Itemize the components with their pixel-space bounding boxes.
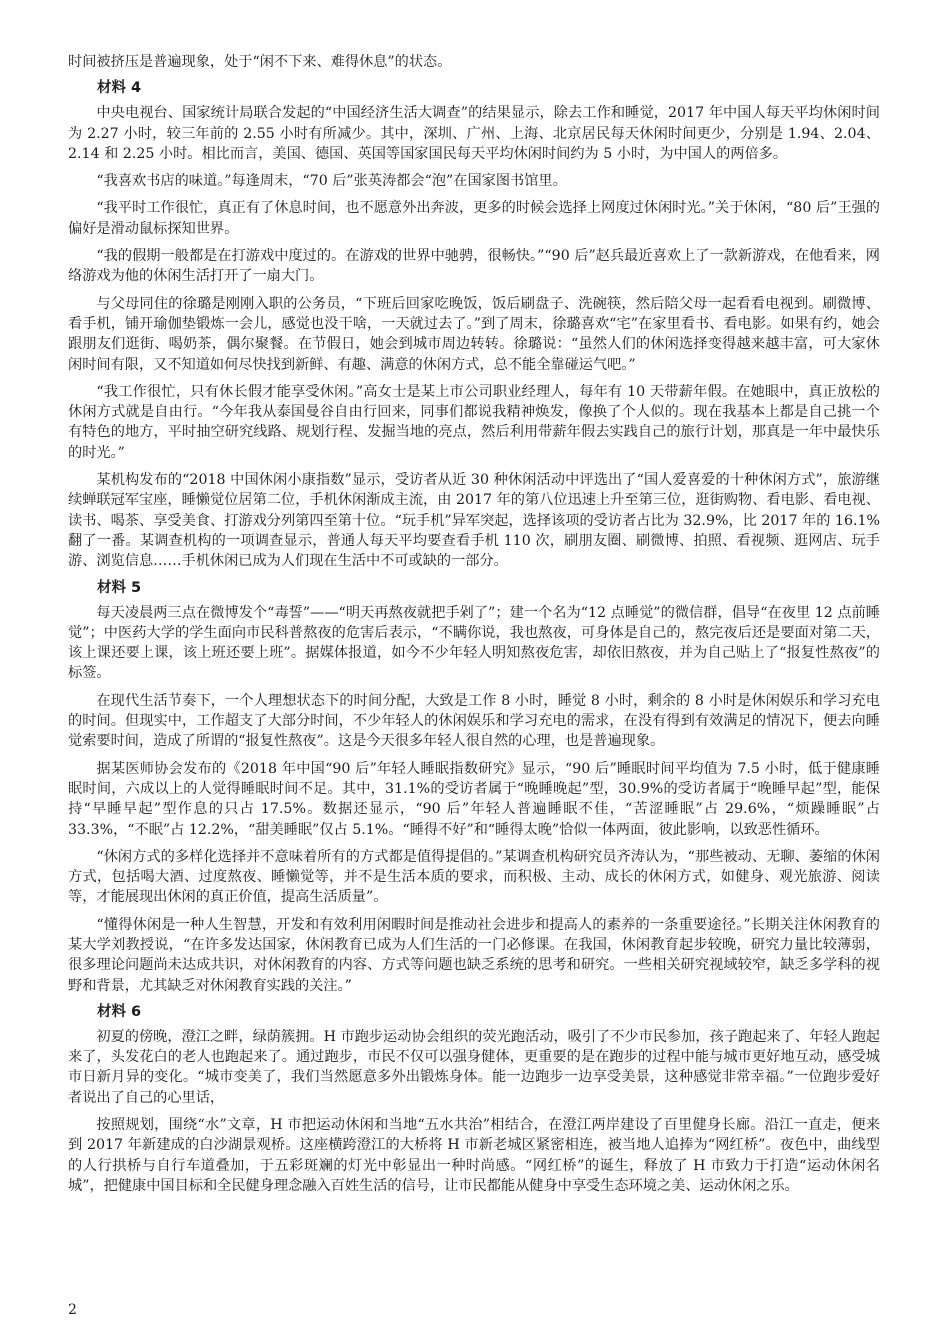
- paragraph: “我喜欢书店的味道。”每逢周末，“70 后”张英涛都会“泡”在国家图书馆里。: [96, 173, 567, 190]
- section-heading: 材料 4: [97, 80, 142, 97]
- section-heading: 材料 6: [97, 1003, 142, 1020]
- paragraph: 初夏的傍晚，澄江之畔，绿荫簇拥。H 市跑步运动协会组织的荧光跑活动，吸引了不少市民参加，孩子跑起来了、年轻人跑起来了，头发花白的老人也跑起来了。通过跑步，市民不仅可以强身健体，更重要的是在跑步的过程中能与城市更好地互动，感受城市日新月异的变化。“城市变美了，我们当然愿意多外出锻炼身体。能一边跑步一边享受美景，这种感觉非常幸福。”一位跑步爱好者说出了自己的心里话，: [68, 1028, 880, 1106]
- paragraph: “我的假期一般都是在打游戏中度过的。在游戏的世界中驰骋，很畅快。”“90 后”赵兵最近喜欢上了一款新游戏，在他看来，网络游戏为他的休闲生活打开了一扇大门。: [68, 248, 880, 285]
- page-number: 2: [68, 1302, 77, 1318]
- paragraph: “我工作很忙，只有休长假才能享受休闲。”高女士是某上市公司职业经理人，每年有 10 天带薪年假。在她眼中，真正放松的休闲方式就是自由行。“今年我从泰国曼谷自由行回来，同事们都说我精神焕发，像换了个人似的。现在我基本上都是自己挑一个有特色的地方，平时抽空研究线路、规划行程、发掘当地的亮点，然后利用带薪年假去实践自己的旅行计划，那真是一年中最快乐的时光。”: [68, 383, 880, 461]
- section-material-6: [68, 1003, 880, 1196]
- paragraph: “休闲方式的多样化选择并不意味着所有的方式都是值得提倡的。”某调查机构研究员齐涛认为，“那些被动、无聊、萎缩的休闲方式，包括喝大酒、过度熬夜、睡懒觉等，并不是生活本质的要求，而积极、主动、成长的休闲方式，如健身、观光旅游、阅读等，才能展现出休闲的真正价值，提高生活质量”。: [68, 848, 880, 906]
- paragraph: 每天凌晨两三点在微博发个“毒誓”——“明天再熬夜就把手剁了”；建一个名为“12 点睡觉”的微信群，倡导“在夜里 12 点前睡觉”；中医药大学的学生面向市民科普熬夜的危害后表示，“不瞒你说，我也熬夜，可身体是自己的，熬完夜后还是要面对第二天，该上课还要上课，该上班还要上班”。据媒体报道，如今不少年轻人明知熬夜危害，却依旧熬夜，并为自己贴上了“报复性熬夜”的标签。: [68, 604, 880, 682]
- paragraph: 据某医师协会发布的《2018 年中国“90 后”年轻人睡眠指数研究》显示，“90 后”睡眠时间平均值为 7.5 小时，低于健康睡眠时间，六成以上的人觉得睡眠时间不足。其中，31.1%的受访者属于“晚睡晚起”型，30.9%的受访者属于“晚睡早起”型，能保持“早睡早起”型作息的只占 17.5%。数据还显示，“90 后”年轻人普遍睡眠不佳，“苦涩睡眠”占 29.6%，“烦躁睡眠”占 33.3%，“不眠”占 12.2%，“甜美睡眠”仅占 5.1%。“睡得不好”和“睡得太晚”恰似一体两面，彼此影响，以致恶性循环。: [68, 760, 880, 838]
- opening-line: 时间被挤压是普遍现象，处于“闲不下来、难得休息”的状态。: [68, 54, 452, 70]
- paragraph: 与父母同住的徐璐是刚刚入职的公务员，“下班后回家吃晚饭，饭后刷盘子、洗碗筷，然后陪父母一起看看电视到。刷微博、看手机，铺开瑜伽垫锻炼一会儿，感觉也没干啥，一天就过去了。”到了周末，徐璐喜欢“宅”在家里看书、看电影。如果有约，她会跟朋友们逛街、喝奶茶，偶尔聚餐。在节假日，她会到城市周边转转。徐璐说：“虽然人们的休闲选择变得越来越丰富，可大家休闲时间有限，又不知道如何尽快找到新鲜、有趣、满意的休闲方式，总不能全靠碰运气吧。”: [68, 295, 880, 373]
- document-body: [68, 52, 880, 1203]
- paragraph: 中央电视台、国家统计局联合发起的“中国经济生活大调查”的结果显示，除去工作和睡觉，2017 年中国人每天平均休闲时间为 2.27 小时，较三年前的 2.55 小时有所减少。其中，深圳、广州、上海、北京居民每天休闲时间更少，分别是 1.94、2.04、2.14 和 2.25 小时。相比而言，美国、德国、英国等国家国民每天平均休闲时间约为 5 小时，为中国人的两倍多。: [68, 105, 880, 162]
- paragraph: 在现代生活节奏下，一个人理想状态下的时间分配，大致是工作 8 小时，睡觉 8 小时，剩余的 8 小时是休闲娱乐和学习充电的时间。但现实中，工作超支了大部分时间，不少年轻人的休闲娱乐和学习充电的需求，在没有得到有效满足的情况下，便去向睡觉索要时间，造成了所谓的“报复性熬夜”。这是今天很多年轻人很自然的心理，也是普遍现象。: [68, 692, 880, 750]
- paragraph: “我平时工作很忙，真正有了休息时间，也不愿意外出奔波，更多的时候会选择上网度过休闲时光。”关于休闲，“80 后”王强的偏好是滑动鼠标探知世界。: [68, 200, 880, 237]
- paragraph: 某机构发布的“2018 中国休闲小康指数”显示，受访者从近 30 种休闲活动中评选出了“国人爱喜爱的十种休闲方式”，旅游继续蝉联冠军宝座，睡懒觉位居第二位，手机休闲渐成主流，由 2017 年的第八位迅速上升至第三位，逛街购物、看电影、看电视、读书、喝茶、享受美食、打游戏分列第四至第十位。“玩手机”异军突起，选择该项的受访者占比为 32.9%，比 2017 年的 16.1%翻了一番。某调查机构的一项调查显示，普通人每天平均要查看手机 110 次，刷朋友圈、刷微博、拍照、看视频、逛网店、玩手游、浏览信息……手机休闲已成为人们现在生活中不可或缺的一部分。: [68, 472, 880, 570]
- section-material-5: [68, 579, 880, 996]
- section-heading: 材料 5: [97, 579, 142, 596]
- section-material-4: [68, 79, 880, 571]
- paragraph: “懂得休闲是一种人生智慧，开发和有效利用闲暇时间是推动社会进步和提高人的素养的一条重要途径。”长期关注休闲教育的某大学刘教授说，“在许多发达国家，休闲教育已成为人们生活的一门必修课。在我国，休闲教育起步较晚，研究力量比较薄弱，很多理论问题尚未达成共识，对休闲教育的内容、方式等问题也缺乏系统的思考和研究。一些相关研究视域较窄，缺乏多学科的视野和背景，尤其缺乏对休闲教育实践的关注。”: [68, 916, 880, 994]
- paragraph: 按照规划，围绕“水”文章，H 市把运动休闲和当地“五水共治”相结合，在澄江两岸建设了百里健身长廊。沿江一直走，便来到 2017 年新建成的白沙湖景观桥。这座横跨澄江的大桥将 H 市新老城区紧密相连，被当地人追捧为“网红桥”。夜色中，曲线型的人行拱桥与自行车道叠加，于五彩斑斓的灯光中彰显出一种时尚感。“网红桥”的诞生，释放了 H 市致力于打造“运动休闲名城”，把健康中国目标和全民健身理念融入百姓生活的信号，让市民都能从健身中享受生态环境之美、运动休闲之乐。: [68, 1117, 880, 1194]
